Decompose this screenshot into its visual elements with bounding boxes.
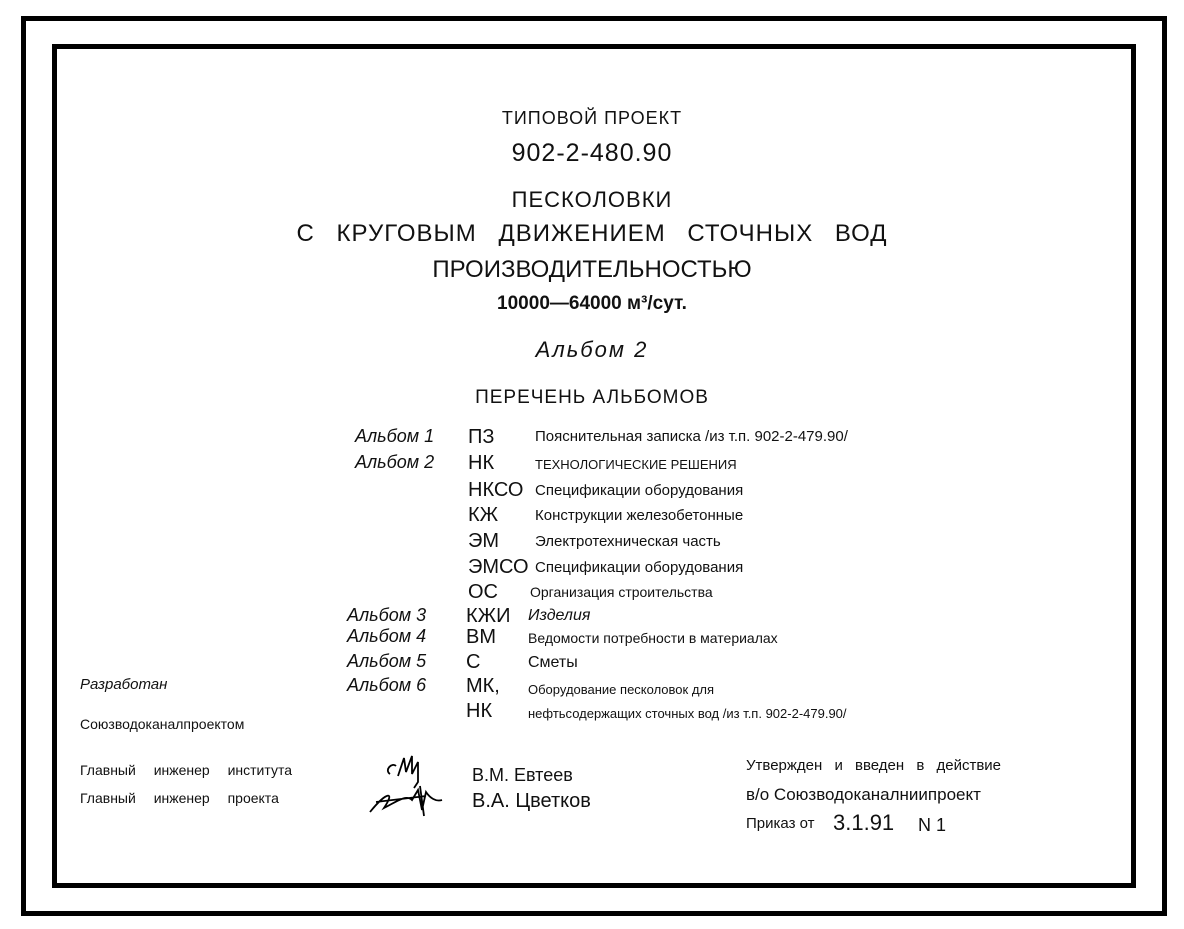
approval-line-1: Утвержден и введен в действие [746,757,1002,774]
album-label: Альбом 2 [535,337,649,362]
signature-name-1: В.М. Евтеев [472,765,573,785]
album-code: ЭМ [468,530,500,552]
album-desc: Спецификации оборудования [535,482,744,499]
signature-name-2: В.А. Цветков [472,790,591,812]
album-code: ПЗ [468,426,495,448]
album-number: Альбом 2 [355,452,435,472]
developer-org: Союзводоканалпроектом [80,716,245,732]
title-line-1: ПЕСКОЛОВКИ [511,187,673,212]
album-desc: Пояснительная записка /из т.п. 902-2-479.90/ [535,428,848,445]
album-number: Альбом 3 [347,605,427,625]
album-number: Альбом 5 [347,651,427,671]
order-label: Приказ от [746,815,815,832]
album-code: МК, [466,675,500,697]
album-desc: Сметы [528,654,578,671]
album-desc: Электротехническая часть [535,533,721,550]
album-desc: Конструкции железобетонные [535,507,744,524]
developer-label: Разработан [80,676,168,693]
order-date: 3.1.91 [833,810,895,835]
approval-line-2: в/о Союзводоканалниипроект [746,785,981,804]
album-number: Альбом 4 [347,626,427,646]
signature-role-2: Главный инженер проекта [80,790,279,806]
signature-role-1: Главный инженер института [80,762,292,778]
project-number: 902-2-480.90 [511,139,673,167]
album-code: ЭМСО [468,556,529,578]
album-code: С [466,651,481,673]
album-number: Альбом 6 [347,675,427,695]
album-code: ВМ [466,626,496,648]
type-label: ТИПОВОЙ ПРОЕКТ [501,108,683,128]
album-desc: Ведомости потребности в материалах [528,630,778,646]
album-code: КЖ [468,504,499,526]
album-code: КЖИ [466,605,511,627]
album-number: Альбом 1 [355,426,435,446]
title-line-3: ПРОИЗВОДИТЕЛЬНОСТЬЮ [432,256,752,283]
album-desc: Оборудование песколовок для [528,682,715,697]
album-code: НК [468,452,495,474]
title-line-2: С КРУГОВЫМ ДВИЖЕНИЕМ СТОЧНЫХ ВОД [296,220,888,247]
album-desc: ТЕХНОЛОГИЧЕСКИЕ РЕШЕНИЯ [535,457,737,472]
album-code: ОС [468,581,498,603]
album-desc: Спецификации оборудования [535,559,744,576]
album-desc: Изделия [528,607,591,624]
list-heading: ПЕРЕЧЕНЬ АЛЬБОМОВ [475,387,709,408]
album-code: НК [466,700,493,722]
album-desc: Организация строительства [530,584,713,600]
album-desc: нефтьсодержащих сточных вод /из т.п. 902-2-479.90/ [528,706,847,721]
capacity: 10000—64000 м³/сут. [497,293,687,314]
album-code: НКСО [468,479,524,501]
signature-tsvetkov [366,782,446,818]
order-number: N 1 [918,815,947,835]
